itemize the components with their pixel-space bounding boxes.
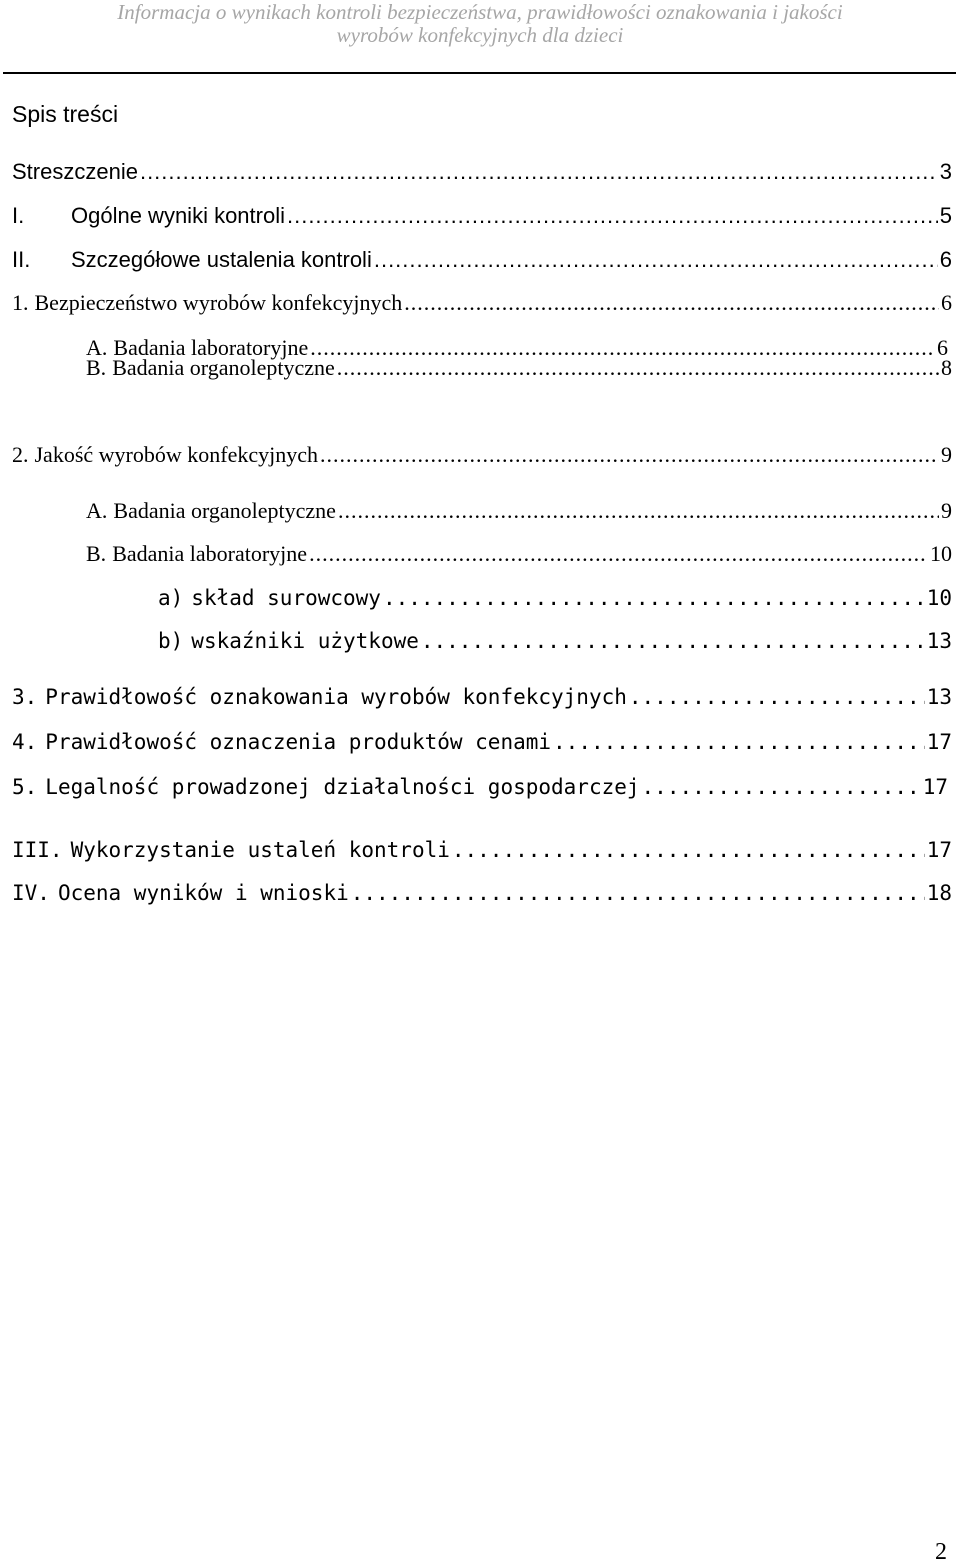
toc-entry-label: II. Szczegółowe ustalenia kontroli	[12, 247, 372, 272]
toc-leader	[374, 246, 938, 274]
toc-entry-label: B. Badania laboratoryjne	[86, 541, 308, 566]
toc-page-number: 5	[939, 203, 952, 228]
toc-page-number: 9	[941, 442, 952, 467]
toc-entry-label: 3. Prawidłowość oznakowania wyrobów konfekcyjnych	[12, 685, 627, 709]
toc-entry-1b[interactable]	[86, 354, 952, 382]
toc-leader	[629, 683, 925, 711]
toc-entry-label: A. Badania laboratoryjne	[86, 335, 309, 360]
toc-entry-4[interactable]	[12, 728, 952, 756]
toc-leader	[452, 836, 925, 864]
toc-entry-2b-b[interactable]	[158, 627, 952, 655]
toc-entry-2b[interactable]	[86, 540, 952, 568]
toc-page-number: 18	[926, 881, 952, 905]
toc-entry-label: A. Badania organoleptyczne	[86, 498, 336, 523]
toc-entry-1[interactable]	[12, 289, 952, 317]
toc-page-number: 10	[926, 586, 952, 610]
toc-entry-label: Streszczenie	[12, 159, 138, 184]
header-rule	[3, 72, 956, 74]
toc-entry-section-4[interactable]	[12, 879, 952, 907]
toc-entry-2b-a[interactable]	[158, 584, 952, 612]
toc-page-number: 6	[939, 247, 952, 272]
toc-entry-summary[interactable]	[12, 158, 952, 186]
toc-entry-section-3[interactable]	[12, 836, 952, 864]
toc-entry-label: b) wskaźniki użytkowe	[158, 629, 419, 653]
toc-entry-label: 4. Prawidłowość oznaczenia produktów cenami	[12, 730, 552, 754]
toc-entry-label: a) skład surowcowy	[158, 586, 381, 610]
toc-entry-label: 1. Bezpieczeństwo wyrobów konfekcyjnych	[12, 290, 403, 315]
toc-entry-5[interactable]	[12, 773, 948, 801]
toc-leader	[287, 202, 938, 230]
toc-page-number: 17	[922, 775, 948, 799]
toc-page-number: 9	[941, 498, 952, 523]
toc-leader	[553, 728, 925, 756]
toc-entry-label: IV. Ocena wyników i wnioski	[12, 881, 349, 905]
toc-title: Spis treści	[12, 101, 119, 127]
toc-entry-section-1[interactable]	[12, 202, 952, 230]
toc-leader	[351, 879, 925, 907]
header-line-1: Informacja o wynikach kontroli bezpieczeństwa, prawidłowości oznakowania i jakości	[117, 0, 843, 24]
toc-page-number: 13	[926, 685, 952, 709]
toc-page-number: 10	[930, 541, 952, 566]
toc-entry-2a[interactable]	[86, 497, 952, 525]
toc-page-number: 17	[926, 838, 952, 862]
toc-leader	[320, 441, 939, 469]
toc-leader	[337, 354, 939, 382]
toc-page-number: 17	[926, 730, 952, 754]
toc-leader	[421, 627, 925, 655]
toc-entry-label: III. Wykorzystanie ustaleń kontroli	[12, 838, 450, 862]
toc-entry-label: B. Badania organoleptyczne	[86, 355, 335, 380]
toc-leader	[338, 497, 939, 525]
toc-entry-2[interactable]	[12, 441, 952, 469]
toc-page-number: 8	[941, 355, 952, 380]
toc-entry-3[interactable]	[12, 683, 952, 711]
toc-entry-label: I. Ogólne wyniki kontroli	[12, 203, 285, 228]
toc-entry-label: 5. Legalność prowadzonej działalności gospodarczej	[12, 775, 640, 799]
toc-leader	[642, 773, 921, 801]
header-line-2: wyrobów konfekcyjnych dla dzieci	[336, 23, 624, 47]
footer-page-number: 2	[935, 1539, 947, 1565]
toc-leader	[309, 540, 928, 568]
toc-page-number: 13	[926, 629, 952, 653]
toc-leader	[404, 289, 939, 317]
toc-leader	[140, 158, 938, 186]
toc-page-number: 6	[941, 290, 952, 315]
toc-entry-section-2[interactable]	[12, 246, 952, 274]
toc-page-number: 3	[939, 159, 952, 184]
toc-entry-label: 2. Jakość wyrobów konfekcyjnych	[12, 442, 318, 467]
toc-leader	[383, 584, 925, 612]
toc-page-number: 6	[937, 335, 948, 360]
